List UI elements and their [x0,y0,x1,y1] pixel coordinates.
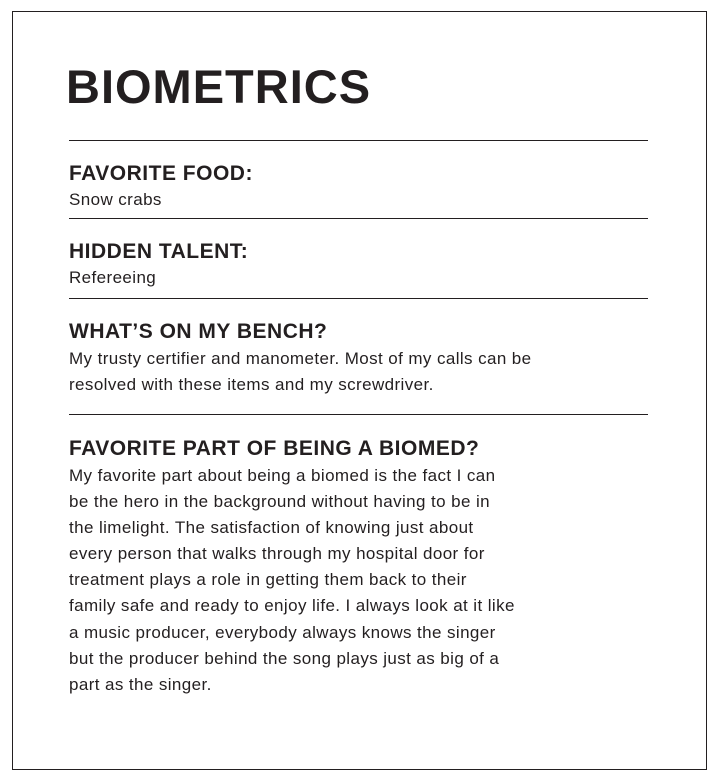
body-line: My trusty certifier and manometer. Most of my calls can be [69,349,532,368]
body-line: a music producer, everybody always knows the singer [69,622,496,642]
section-body-bench [69,346,649,398]
section-heading-bench: WHAT’S ON MY BENCH? [69,320,328,343]
section-value-favorite-food: Snow crabs [69,190,162,209]
section-favorite-part [69,435,649,698]
body-line: resolved with these items and my screwdriver. [69,375,434,394]
divider-1 [69,218,648,219]
body-line: but the producer behind the song plays just as big of a [69,648,500,668]
divider-3 [69,414,648,415]
body-line: family safe and ready to enjoy life. I always look at it like [69,596,515,616]
body-line: treatment plays a role in getting them back to their [69,570,467,590]
body-line: be the hero in the background without having to be in [69,492,490,512]
section-favorite-food [69,160,649,212]
section-heading-favorite-part: FAVORITE PART OF BEING A BIOMED? [69,437,480,460]
body-line: every person that walks through my hospital door for [69,544,485,564]
section-hidden-talent [69,238,649,290]
body-line: My favorite part about being a biomed is the fact I can [69,466,496,485]
section-bench [69,318,649,398]
divider-2 [69,298,648,299]
body-line: part as the singer. [69,674,212,694]
section-heading-hidden-talent: HIDDEN TALENT: [69,240,249,263]
body-line: the limelight. The satisfaction of knowing just about [69,518,474,538]
page-title: BIOMETRICS [66,60,372,113]
section-body-favorite-part [69,463,649,698]
section-value-hidden-talent: Refereeing [69,268,157,287]
section-heading-favorite-food: FAVORITE FOOD: [69,162,253,185]
divider-top [69,140,648,141]
